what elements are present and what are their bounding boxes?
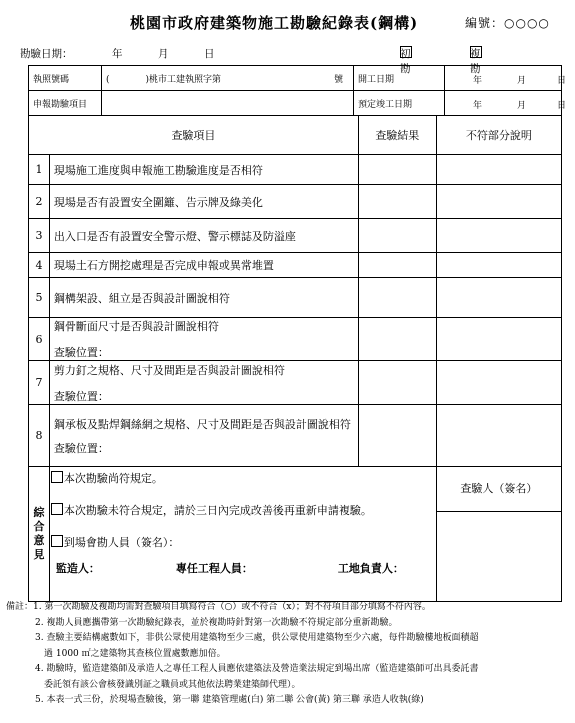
checklist-row	[29, 278, 562, 318]
row-note-cell[interactable]	[436, 361, 561, 405]
remark-text: 1. 第一次勘驗及複勘均需對查驗項目填寫符合（○）或不符合（x）；對不符項目部分填寫不符內容。	[33, 602, 431, 612]
permit-no-field[interactable]	[102, 66, 354, 91]
end-date-year: 年	[473, 101, 483, 111]
checklist-row	[29, 219, 562, 253]
remark-line: 5. 本表一式三份，於現場查驗後，第一聯 建築管理處(白) 第二聯 公會(黃) 第三聯 承造人收執(綠)	[35, 695, 424, 705]
supervisor-label: 監造人：	[55, 562, 100, 575]
remark-line: 2. 複勘人員應攜帶第一次勘驗紀錄表，並於複勘時針對第一次勘驗不符規定部分重新勘驗。	[35, 617, 398, 628]
date-month: 月	[158, 48, 169, 60]
remarks-section	[6, 600, 572, 709]
inspection-date-label: 勘驗日期：	[20, 48, 73, 60]
remark-line	[6, 600, 572, 616]
row-item-text: 剪力釘之規格、尺寸及間距是否與設計圖說相符	[53, 363, 285, 377]
inspection-checklist-table	[28, 115, 562, 602]
apply-item-label: 申報勘驗項目	[29, 91, 102, 116]
checklist-row	[29, 155, 562, 185]
date-year: 年	[112, 48, 123, 60]
row-number: 8	[29, 405, 50, 467]
inspector-sign-field[interactable]	[437, 512, 561, 601]
site-manager-label: 工地負責人：	[337, 562, 404, 575]
summary-row	[29, 467, 562, 602]
opinion-option-attendees[interactable]	[51, 534, 180, 550]
col-header-result: 查驗結果	[358, 116, 436, 155]
checklist-row	[29, 185, 562, 219]
row-number: 2	[29, 185, 50, 219]
row-item-cell	[49, 318, 358, 361]
inspection-position-label: 查驗位置：	[53, 389, 109, 403]
remark-line: 3. 查驗主要結構處數如下，非供公眾使用建築物至少三處，供公眾使用建築物至少六處，每件勘驗樓地板面積超	[35, 633, 479, 643]
re-inspection-label: 複勘	[470, 48, 481, 75]
remark-line: 過 1000 ㎡之建築物其查核位置處數應加倍。	[44, 648, 226, 659]
remark-line: 委託領有該公會核發識別証之職員或其他依法聘業建築師代理）。	[44, 679, 301, 690]
row-item-text: 現場土石方開挖處理是否完成申報或異常堆置	[49, 253, 358, 278]
row-item-text: 出入口是否有設置安全警示燈、警示標誌及防溢座	[49, 219, 358, 253]
checklist-row	[29, 318, 562, 361]
end-date-label: 預定竣工日期	[354, 91, 445, 116]
apply-item-field[interactable]	[102, 91, 354, 116]
form-number: 編號：○○○○	[465, 16, 550, 30]
row-item-text: 鋼構架設、組立是否與設計圖說相符	[49, 278, 358, 318]
row-item-cell	[49, 361, 358, 405]
start-date-month: 月	[517, 76, 527, 86]
row-number: 7	[29, 361, 50, 405]
opinion-fail-checkbox[interactable]	[51, 503, 63, 515]
permit-no-suffix: 號	[333, 74, 343, 85]
end-date-day: 日	[557, 101, 567, 111]
opinion-option-pass[interactable]	[51, 470, 163, 486]
row-note-cell[interactable]	[436, 318, 561, 361]
inspector-sign-cell	[436, 467, 561, 602]
row-number: 3	[29, 219, 50, 253]
row-note-cell[interactable]	[436, 155, 561, 185]
summary-opinion-cell	[49, 467, 436, 602]
attendees-label: 到場會勘人員（簽名）：	[63, 536, 180, 549]
row-result-cell[interactable]	[358, 405, 436, 467]
end-date-month: 月	[517, 101, 527, 111]
permit-no-label: 執照號碼	[29, 66, 102, 91]
row-item-text: 鋼骨斷面尺寸是否與設計圖說相符	[53, 320, 219, 333]
inspector-sign-label: 查驗人（簽名）	[437, 467, 561, 512]
row-result-cell[interactable]	[358, 361, 436, 405]
row-result-cell[interactable]	[358, 219, 436, 253]
summary-side-label: 綜合意見	[33, 506, 45, 561]
row-item-text: 現場是否有設置安全圍籬、告示牌及綠美化	[49, 185, 358, 219]
row-number: 6	[29, 318, 50, 361]
checklist-row	[29, 253, 562, 278]
row-result-cell[interactable]	[358, 185, 436, 219]
start-date-year: 年	[473, 76, 483, 86]
attendees-checkbox[interactable]	[51, 535, 63, 547]
row-note-cell[interactable]	[436, 219, 561, 253]
checklist-row	[29, 361, 562, 405]
start-date-day: 日	[557, 76, 567, 86]
inspection-position-label: 查驗位置：	[53, 441, 109, 455]
inspection-position-label: 查驗位置：	[53, 346, 109, 359]
remark-line: 4. 勘驗時，監造建築師及承造人之專任工程人員應依建築法及營造業法規定到場出席（監造建築師可出具委託書	[35, 664, 479, 674]
row-number: 5	[29, 278, 50, 318]
engineer-label: 專任工程人員：	[175, 562, 253, 575]
row-number: 4	[29, 253, 50, 278]
permit-info-table	[28, 65, 567, 116]
col-header-item: 查驗項目	[29, 116, 359, 155]
opinion-pass-checkbox[interactable]	[51, 471, 63, 483]
row-result-cell[interactable]	[358, 155, 436, 185]
row-number: 1	[29, 155, 50, 185]
signatories-row	[50, 560, 430, 576]
row-result-cell[interactable]	[358, 318, 436, 361]
row-result-cell[interactable]	[358, 253, 436, 278]
row-note-cell[interactable]	[436, 405, 561, 467]
row-result-cell[interactable]	[358, 278, 436, 318]
checklist-header-row	[29, 116, 562, 155]
checklist-row	[29, 405, 562, 467]
permit-no-value: ( )桃市工建執照字第	[106, 74, 222, 85]
opinion-pass-label: 本次勘驗尚符規定。	[63, 472, 163, 485]
date-day: 日	[204, 48, 215, 60]
row-item-cell	[49, 405, 358, 467]
row-item-text: 現場施工進度與申報施工勘驗進度是否相符	[49, 155, 358, 185]
end-date-field[interactable]	[445, 91, 567, 116]
summary-side-label-cell	[29, 467, 50, 602]
opinion-fail-label: 本次勘驗未符合規定，請於三日內完成改善後再重新申請複驗。	[63, 504, 372, 517]
opinion-option-fail[interactable]	[51, 502, 372, 518]
row-note-cell[interactable]	[436, 278, 561, 318]
row-note-cell[interactable]	[436, 253, 561, 278]
first-inspection-label: 初勘	[400, 48, 411, 75]
col-header-note: 不符部分說明	[436, 116, 561, 155]
start-date-label: 開工日期	[354, 66, 445, 91]
start-date-field[interactable]	[445, 66, 567, 91]
row-item-text: 鋼承板及點焊鋼絲網之規格、尺寸及間距是否與設計圖說相符	[53, 417, 351, 431]
remarks-label: 備註：	[6, 602, 34, 612]
form-title: 桃園市政府建築物施工勘驗紀錄表(鋼構)	[130, 14, 419, 32]
row-note-cell[interactable]	[436, 185, 561, 219]
